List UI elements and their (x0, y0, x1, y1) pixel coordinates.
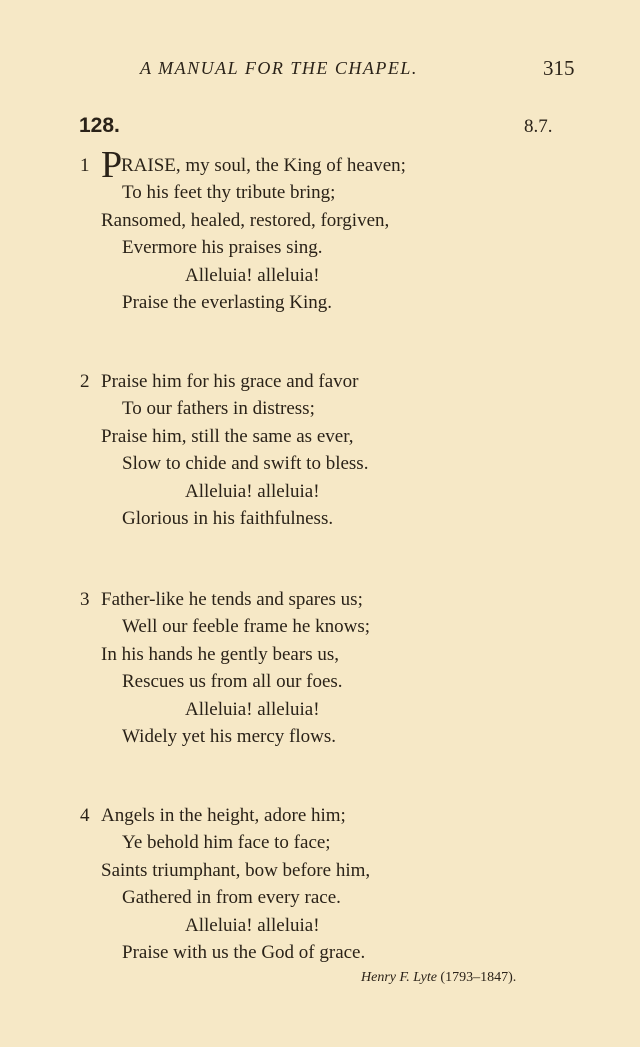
stanza-number: 4 (80, 805, 90, 826)
verse-line: Slow to chide and swift to bless. (122, 453, 369, 475)
verse-line: Well our feeble frame he knows; (122, 616, 371, 638)
verse-line: Alleluia! alleluia! (185, 698, 320, 720)
drop-cap: P (101, 144, 123, 186)
verse-line: To our fathers in distress; (122, 398, 315, 420)
verse-line: Glorious in his faithfulness. (122, 508, 334, 529)
author: Henry F. Lyte (361, 970, 437, 985)
hymn-number: 128. (79, 114, 120, 137)
verse-line: Alleluia! alleluia! (185, 914, 320, 936)
verse-line: Ye behold him face to face; (122, 832, 331, 854)
hymn-meter: 8.7. (524, 116, 553, 137)
stanza-number: 3 (80, 589, 90, 610)
verse-line: Alleluia! alleluia! (185, 480, 320, 502)
verse-line: In his hands he gently bears us, (101, 643, 339, 665)
verse-line: Gathered in from every race. (122, 887, 341, 909)
verse-line: Praise him for his grace and favor (101, 371, 359, 392)
verse-line: Praise him, still the same as ever, (101, 425, 354, 447)
verse-line: Praise the everlasting King. (122, 292, 333, 313)
running-title: A MANUAL FOR THE CHAPEL. (140, 58, 418, 78)
verse-line: Angels in the height, adore him; (101, 805, 346, 826)
verse-line: To his feet thy tribute bring; (122, 182, 336, 204)
author-dates: (1793–1847). (440, 970, 517, 985)
verse-line: Evermore his praises sing. (122, 237, 323, 259)
attribution (361, 970, 516, 986)
verse-line: Praise with us the God of grace. (122, 942, 366, 963)
verse-line: Rescues us from all our foes. (122, 671, 343, 693)
verse-line: Father-like he tends and spares us; (101, 589, 363, 610)
verse-line: Alleluia! alleluia! (185, 264, 320, 286)
stanza-number: 2 (80, 371, 90, 392)
verse-line-text: RAISE, my soul, the King of heaven; (121, 155, 406, 176)
page-number: 315 (543, 56, 575, 80)
verse-line: Widely yet his mercy flows. (122, 726, 336, 747)
verse-line: Saints triumphant, bow before him, (101, 859, 371, 881)
stanza-number: 1 (80, 155, 90, 176)
verse-line: Ransomed, healed, restored, forgiven, (101, 209, 390, 231)
